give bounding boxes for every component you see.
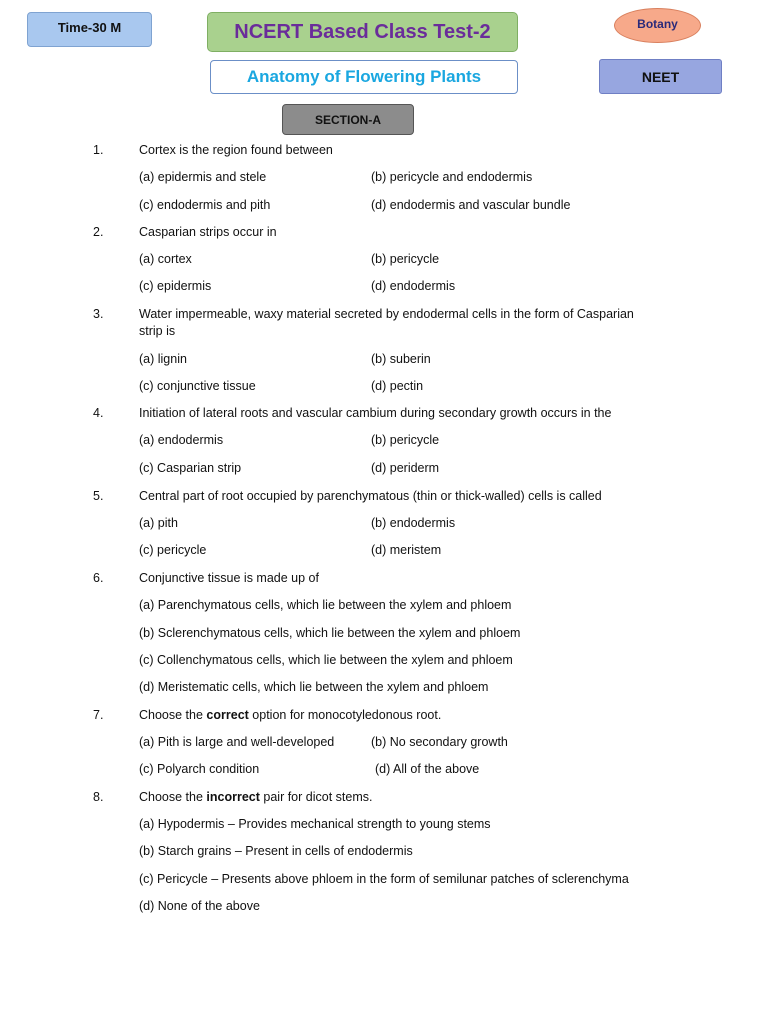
exam-badge: NEET [599, 59, 722, 94]
option-d: (d) meristem [371, 543, 442, 557]
question-text-post: pair for dicot stems. [259, 790, 373, 804]
test-title: NCERT Based Class Test-2 [207, 12, 518, 52]
question-emphasis: correct [206, 708, 249, 722]
question-number: 5. [93, 489, 104, 503]
option-a: (a) cortex [139, 252, 192, 266]
option-a: (a) Parenchymatous cells, which lie between the xylem and phloem [139, 598, 512, 612]
option-c: (c) Casparian strip [139, 461, 242, 475]
question-number: 4. [93, 406, 104, 420]
option-b: (b) pericycle [371, 433, 440, 447]
option-b: (b) endodermis [371, 516, 456, 530]
option-d: (d) periderm [371, 461, 440, 475]
question-text [139, 707, 441, 723]
question-number: 2. [93, 225, 104, 239]
subject-badge: Botany [614, 8, 701, 43]
option-c: (c) epidermis [139, 279, 212, 293]
option-b: (b) Starch grains – Present in cells of endodermis [139, 844, 413, 858]
option-c: (c) pericycle [139, 543, 207, 557]
option-a: (a) pith [139, 516, 178, 530]
option-b: (b) suberin [371, 352, 431, 366]
option-b: (b) Sclerenchymatous cells, which lie between the xylem and phloem [139, 626, 521, 640]
option-d: (d) Meristematic cells, which lie between the xylem and phloem [139, 680, 489, 694]
question-text: Central part of root occupied by parenchymatous (thin or thick-walled) cells is called [139, 489, 602, 503]
question-text-pre: Choose the [139, 708, 207, 722]
option-b: (b) No secondary growth [371, 735, 508, 749]
question-emphasis: incorrect [206, 790, 260, 804]
option-b: (b) pericycle [371, 252, 440, 266]
option-d: (d) pectin [371, 379, 424, 393]
option-a: (a) endodermis [139, 433, 224, 447]
question-number: 8. [93, 790, 104, 804]
question-text: Water impermeable, waxy material secreted by endodermal cells in the form of Casparian [139, 307, 634, 321]
time-label: Time-30 M [27, 12, 152, 47]
question-number: 7. [93, 708, 104, 722]
option-d: (d) None of the above [139, 899, 260, 913]
question-number: 6. [93, 571, 104, 585]
question-text-cont: strip is [139, 324, 176, 338]
question-text-pre: Choose the [139, 790, 207, 804]
option-c: (c) endodermis and pith [139, 198, 271, 212]
question-text-post: option for monocotyledonous root. [248, 708, 442, 722]
option-a: (a) Hypodermis – Provides mechanical strength to young stems [139, 817, 491, 831]
question-number: 1. [93, 143, 104, 157]
option-d: (d) endodermis [371, 279, 456, 293]
question-text: Initiation of lateral roots and vascular cambium during secondary growth occurs in the [139, 406, 612, 420]
option-a: (a) Pith is large and well-developed [139, 735, 335, 749]
option-a: (a) epidermis and stele [139, 170, 267, 184]
option-c: (c) Polyarch condition [139, 762, 260, 776]
option-d: (d) All of the above [375, 762, 480, 776]
option-c: (c) conjunctive tissue [139, 379, 256, 393]
question-text [139, 789, 372, 805]
option-c: (c) Collenchymatous cells, which lie between the xylem and phloem [139, 653, 513, 667]
question-number: 3. [93, 307, 104, 321]
question-text: Casparian strips occur in [139, 225, 277, 239]
option-b: (b) pericycle and endodermis [371, 170, 533, 184]
option-a: (a) lignin [139, 352, 187, 366]
question-text: Cortex is the region found between [139, 143, 333, 157]
section-heading: SECTION-A [282, 104, 414, 135]
question-text: Conjunctive tissue is made up of [139, 571, 319, 585]
chapter-title: Anatomy of Flowering Plants [210, 60, 518, 94]
option-c: (c) Pericycle – Presents above phloem in the form of semilunar patches of sclerenchyma [139, 872, 629, 886]
option-d: (d) endodermis and vascular bundle [371, 198, 571, 212]
